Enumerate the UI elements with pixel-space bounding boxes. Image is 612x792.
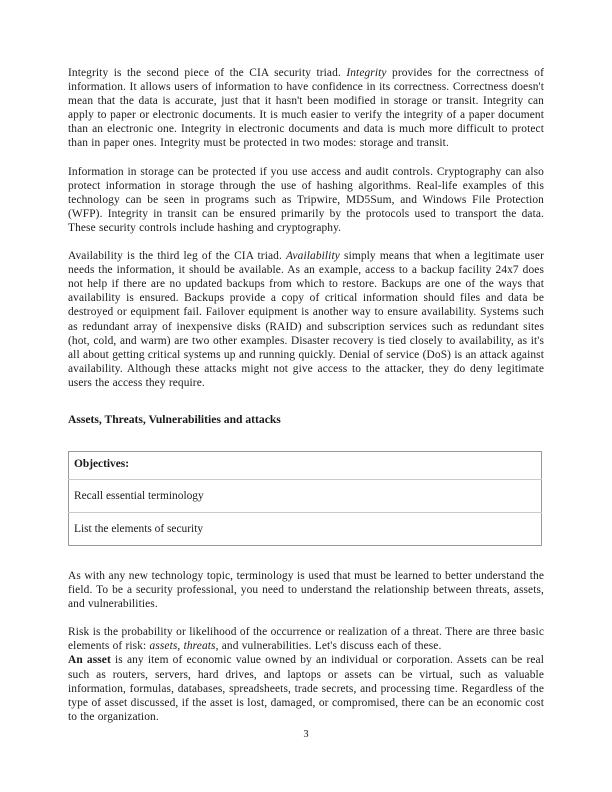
table-row-header — [69, 451, 542, 479]
section-heading-assets-threats: Assets, Threats, Vulnerabilities and attacks — [68, 412, 281, 426]
objectives-header-label: Objectives: — [74, 457, 130, 470]
emphasis-text: threats — [183, 640, 216, 653]
objective-item-label: List the elements of security — [74, 522, 204, 535]
paragraph-availability: Availability is the third leg of the CIA triad. Availability simply means that when a legitimate user needs the information, it should be available. As an example, access to a backup facility 24x7 does not help if there are no updated backups from which to restore. Backups are one of the ways that availability is ensured. Backups provide a copy of critical information should files and data be destroyed or equipment fail. Failover equipment is another way to ensure availability. Systems such as redundant array of inexpensive disks (RAID) and subscription services such as redundant sites (hot, cold, and warm) are two other examples. Disaster recovery is tied closely to availability, as it's all about getting critical systems up and running quickly. Denial of service (DoS) is an attack against availability. Although these attacks might not give access to the attacker, they do deny legitimate users the access they require. — [68, 250, 544, 389]
emphasis-text: Availability — [286, 250, 340, 263]
page-content — [68, 66, 544, 738]
objective-item-label: Recall essential terminology — [74, 489, 204, 502]
paragraph-information-in-storage: Information in storage can be protected if you use access and audit controls. Cryptography can also protect information in storage through the use of hashing algorithms. Real-life examples of this technology can be seen in programs such as Tripwire, MD5Sum, and Windows File Protection (WFP). Integrity in transit can be ensured primarily by the protocols used to transport the data. These security controls include hashing and cryptography. — [68, 165, 544, 234]
page-number: 3 — [303, 729, 309, 740]
heading-spacer-bottom — [68, 427, 544, 451]
table-row — [69, 479, 542, 512]
table-spacer-bottom — [68, 546, 544, 569]
table-row — [69, 512, 542, 545]
paragraph-integrity: Integrity is the second piece of the CIA security triad. Integrity provides for the correctness of information. It allows users of information to have confidence in its correctness. Correctness doesn't mean that the data is accurate, just that it hasn't been modified in storage or transit. Integrity can apply to paper or electronic documents. It is much easier to verify the integrity of a paper document than an electronic one. Integrity in electronic documents and data is much more difficult to protect than in paper ones. Integrity must be protected in two modes: storage and transit. — [68, 67, 544, 150]
paragraph-asset-definition: An asset is any item of economic value owned by an individual or corporation. Assets can be real such as routers, servers, hard drives, and laptops or assets can be virtual, such as valuable information, formulas, databases, spreadsheets, trade secrets, and processing time. Regardless of the type of asset discussed, if the asset is lost, damaged, or compromised, there can be an economic cost to the organization. — [68, 654, 544, 723]
strong-text: An asset — [68, 654, 111, 667]
table-cell-objective-2 — [69, 512, 542, 545]
table-cell-objective-1 — [69, 479, 542, 512]
emphasis-text: Integrity — [346, 67, 387, 79]
heading-spacer-top — [68, 404, 544, 413]
table-cell-objectives-header — [69, 451, 542, 479]
emphasis-text: assets — [149, 640, 178, 653]
paragraph-terminology-intro: As with any new technology topic, terminology is used that must be learned to better understand the field. To be a security professional, you need to understand the relationship between threats, assets, and vulnerabilities. — [68, 569, 544, 611]
objectives-table — [68, 451, 542, 546]
paragraph-risk-definition: Risk is the probability or likelihood of the occurrence or realization of a threat. There are three basic elements of risk: assets, threats, and vulnerabilities. Let's discuss each of these. — [68, 626, 544, 653]
